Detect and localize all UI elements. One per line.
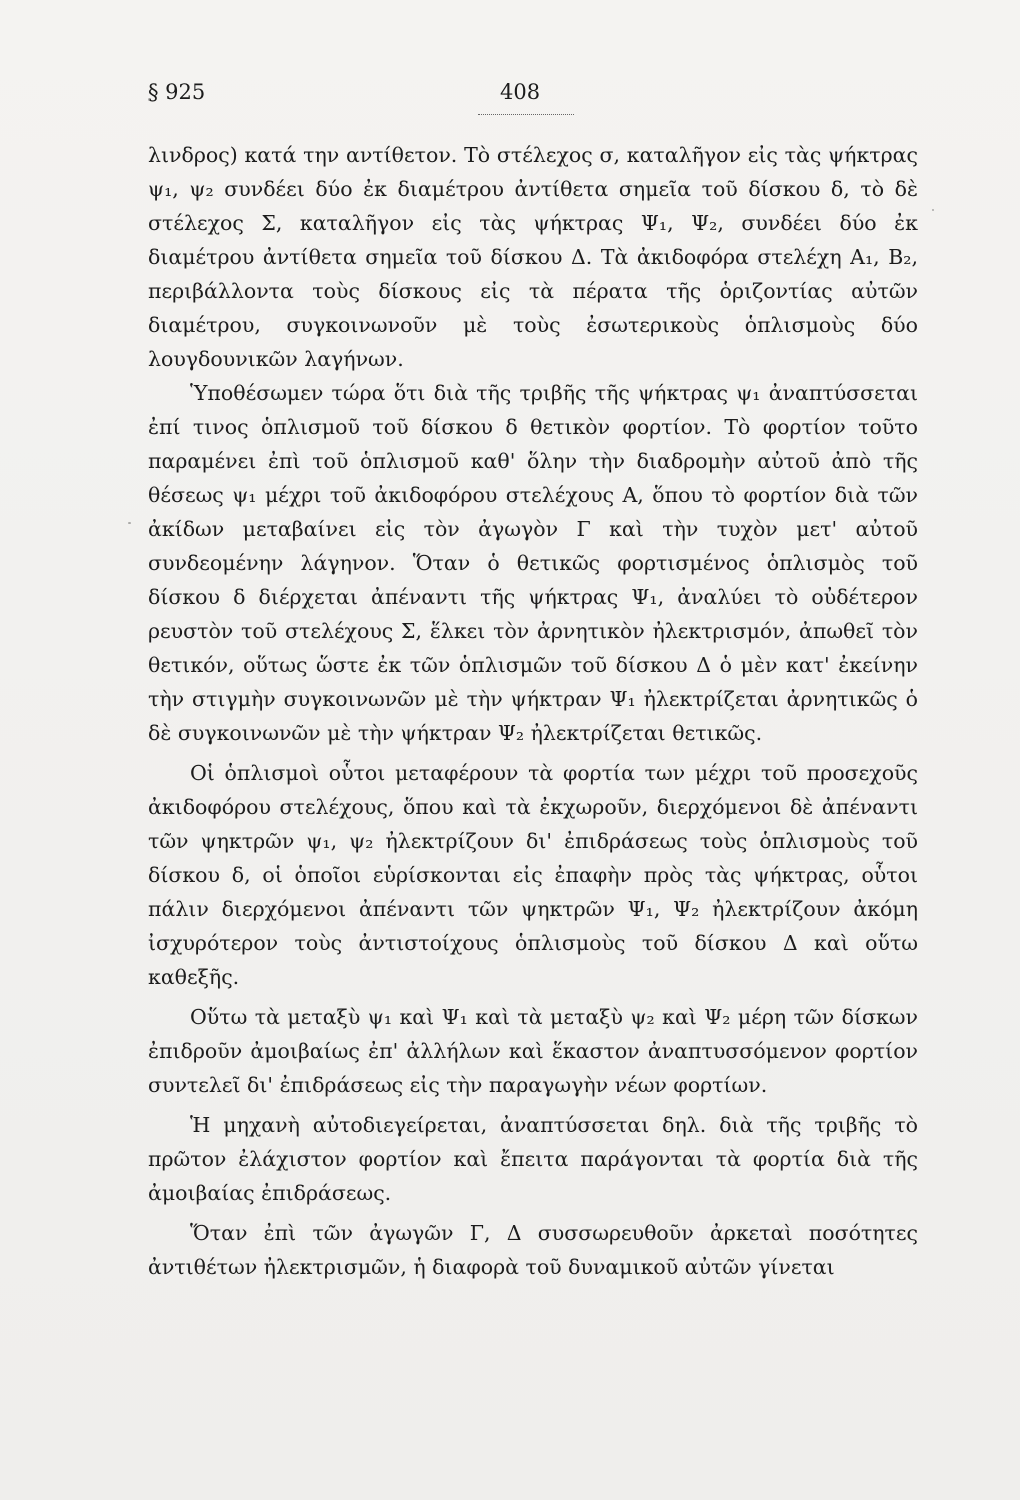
paragraph: Ὑποθέσωμεν τώρα ὅτι διὰ τῆς τριβῆς τῆς ψήκτρας ψ₁ ἀναπτύσσεται ἐπί τινος ὁπλισμοῦ τοῦ δίσκου δ θετικὸν φορτίον. Τὸ φορτίον τοῦτο παραμένει ἐπὶ τοῦ ὁπλισμοῦ καθ' ὅλην τὴν διαδρομὴν αὐτοῦ ἀπὸ τῆς θέσεως ψ₁ μέχρι τοῦ ἀκιδοφόρου στελέχους Α, ὅπου τὸ φορτίον διὰ τῶν ἀκίδων μεταβαίνει εἰς τὸν ἀγωγὸν Γ καὶ τὴν τυχὸν μετ' αὐτοῦ συνδεομένην λάγηνον. Ὅταν ὁ θετικῶς φορτισμένος ὁπλισμὸς τοῦ δίσκου δ διέρχεται ἀπέναντι τῆς ψήκτρας Ψ₁, ἀναλύει τὸ οὐδέτερον ρευστὸν τοῦ στελέχους Σ, ἕλκει τὸν ἀρνητικὸν ἠλεκτρισμόν, ἀπωθεῖ τὸν θετικόν, οὕτως ὥστε ἐκ τῶν ὁπλισμῶν τοῦ δίσκου Δ ὁ μὲν κατ' ἐκείνην τὴν στιγμὴν συγκοινωνῶν μὲ τὴν ψήκτραν Ψ₁ ἠλεκτρίζεται ἀρνητικῶς ὁ δὲ συγκοινωνῶν μὲ τὴν ψήκτραν Ψ₂ ἠλεκτρίζεται θετικῶς. — [148, 381, 918, 745]
paragraph: Οἱ ὁπλισμοὶ οὗτοι μεταφέρουν τὰ φορτία των μέχρι τοῦ προσεχοῦς ἀκιδοφόρου στελέχους, ὅπου καὶ τὰ ἐκχωροῦν, διερχόμενοι δὲ ἀπέναντι τῶν ψηκτρῶν ψ₁, ψ₂ ἠλεκτρίζουν δι' ἐπιδράσεως τοὺς ὁπλισμοὺς τοῦ δίσκου δ, οἱ ὁποῖοι εὑρίσκονται εἰς ἐπαφὴν πρὸς τὰς ψήκτρας, οὗτοι πάλιν διερχόμενοι ἀπέναντι τῶν ψηκτρῶν Ψ₁, Ψ₂ ἠλεκτρίζουν ἀκόμη ἰσχυρότερον τοὺς ἀντιστοίχους ὁπλισμοὺς τοῦ δίσκου Δ καὶ οὕτω καθεξῆς. — [148, 761, 918, 989]
page-header — [148, 80, 918, 120]
paragraph: Ἡ μηχανὴ αὐτοδιεγείρεται, ἀναπτύσσεται δηλ. διὰ τῆς τριβῆς τὸ πρῶτον ἐλάχιστον φορτίον καὶ ἔπειτα παράγονται τὰ φορτία διὰ τῆς ἀμοιβαίας ἐπιδράσεως. — [148, 1113, 918, 1205]
section-reference: § 925 — [148, 80, 206, 104]
print-speck — [932, 209, 934, 211]
page-number-rule — [478, 114, 574, 115]
page-number: 408 — [500, 80, 541, 104]
paragraph: Οὕτω τὰ μεταξὺ ψ₁ καὶ Ψ₁ καὶ τὰ μεταξὺ ψ₂ καὶ Ψ₂ μέρη τῶν δίσκων ἐπιδροῦν ἀμοιβαίως ἐπ' ἀλλήλων καὶ ἕκαστον ἀναπτυσσόμενον φορτίον συντελεῖ δι' ἐπιδράσεως εἰς τὴν παραγωγὴν νέων φορτίων. — [148, 1005, 918, 1097]
paragraph: λινδρος) κατά την αντίθετον. Τὸ στέλεχος σ, καταλῆγον εἰς τὰς ψήκτρας ψ₁, ψ₂ συνδέει δύο ἐκ διαμέτρου ἀντίθετα σημεῖα τοῦ δίσκου δ, τὸ δὲ στέλεχος Σ, καταλῆγον εἰς τὰς ψήκτρας Ψ₁, Ψ₂, συνδέει δύο ἐκ διαμέτρου ἀντίθετα σημεῖα τοῦ δίσκου Δ. Τὰ ἀκιδοφόρα στελέχη Α₁, Β₂, περιβάλλοντα τοὺς δίσκους εἰς τὰ πέρατα τῆς ὁριζοντίας αὐτῶν διαμέτρου, συγκοινωνοῦν μὲ τοὺς ἐσωτερικοὺς ὁπλισμοὺς δύο λουγδουνικῶν λαγήνων. — [148, 143, 918, 371]
paragraph: Ὅταν ἐπὶ τῶν ἀγωγῶν Γ, Δ συσσωρευθοῦν ἀρκεταὶ ποσότητες ἀντιθέτων ἠλεκτρισμῶν, ἡ διαφορὰ τοῦ δυναμικοῦ αὐτῶν γίνεται — [148, 1221, 918, 1279]
print-speck — [128, 522, 131, 524]
body-text — [148, 138, 918, 1284]
print-speck — [148, 98, 151, 101]
